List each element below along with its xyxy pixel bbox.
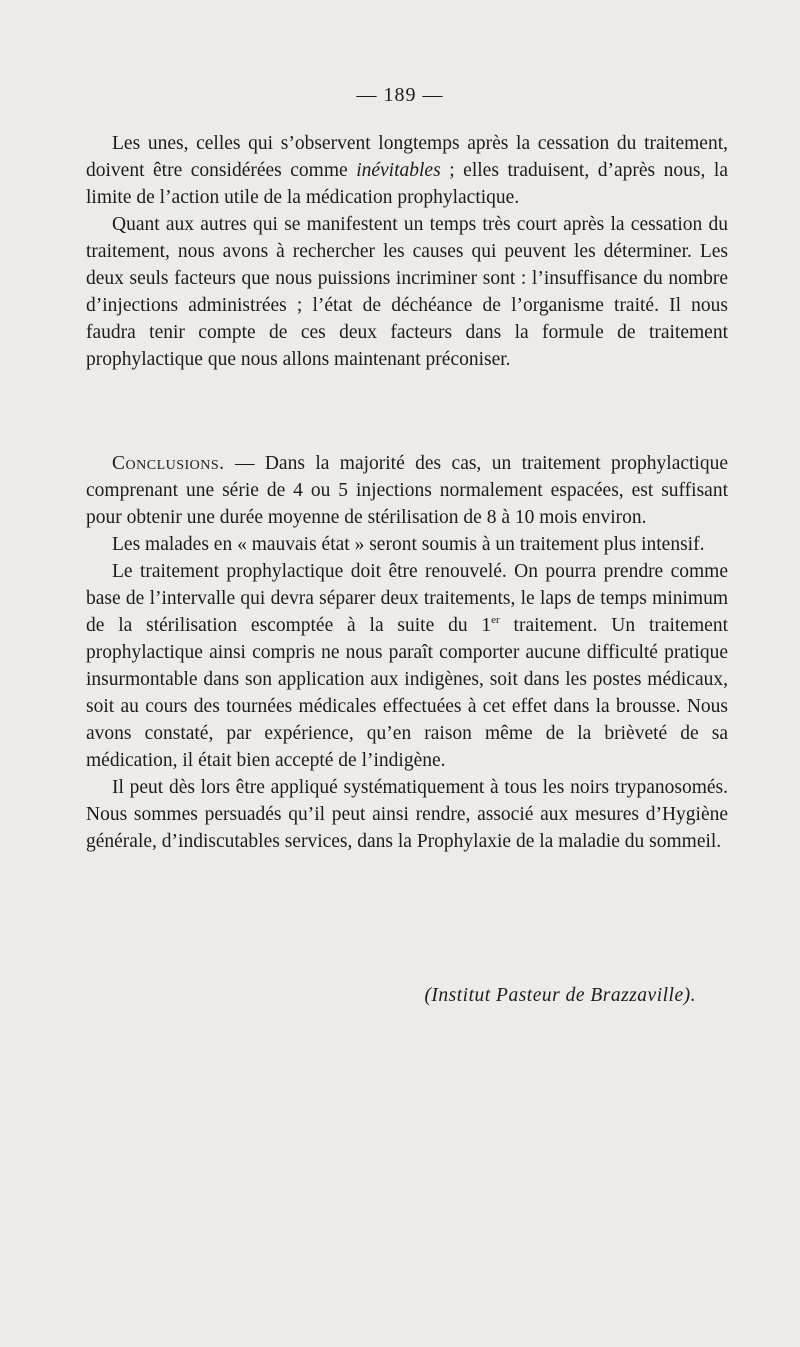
paragraph-text: Les unes, celles qui s’observent longtemps après la cessation du traitement, doivent être considérées comme bbox=[86, 133, 728, 181]
emphasis-text: inévitables bbox=[356, 160, 441, 181]
paragraph: Quant aux autres qui se manifestent un temps très court après la cessation du traitement, nous avons à rechercher les causes qui peuvent les déterminer. Les deux seuls facteurs que nous puissions incriminer sont : l’insuffisance du nombre d’injections administrées ; l’état de déchéance de l’organisme traité. Il nous faudra tenir compte de ces deux facteurs dans la formule de traitement prophylactique que nous allons maintenant préconiser. bbox=[86, 214, 728, 370]
page-number: — 189 — bbox=[356, 84, 444, 106]
paragraph-text: — Dans la majorité des cas, un traitement prophylactique comprenant une série de 4 ou 5 injections normalement espacées, est suffisant pour obtenir une durée moyenne de stérilisation de 8 à 10 mois environ. bbox=[86, 453, 728, 528]
paragraph bbox=[86, 558, 728, 774]
credit-line: (Institut Pasteur de Brazzaville). bbox=[424, 985, 696, 1006]
paragraph-text: ; elles traduisent, d’après nous, la limite de l’action utile de la médication prophylactique. bbox=[86, 160, 728, 208]
paragraph: Il peut dès lors être appliqué systématiquement à tous les noirs trypanosomés. Nous sommes persuadés qu’il peut ainsi rendre, associé aux mesures d’Hygiène générale, d’indiscutables services, dans la Prophylaxie de la maladie du sommeil. bbox=[86, 777, 728, 852]
text-block-top bbox=[86, 130, 728, 373]
paragraph-text: traitement. Un traitement prophylactique ainsi compris ne nous paraît comporter aucune difficulté pratique insurmontable dans son application aux indigènes, soit dans les postes médicaux, soit au cours des tournées médicales effectuées à cet effet dans la brousse. Nous avons constaté, par expérience, qu’en raison même de la brièveté de sa médication, il était bien accepté de l’indigène. bbox=[86, 615, 728, 771]
paragraph: Les malades en « mauvais état » seront soumis à un traitement plus intensif. bbox=[112, 534, 705, 555]
conclusions-section bbox=[86, 450, 728, 855]
paragraph bbox=[86, 450, 728, 531]
superscript: er bbox=[491, 614, 500, 626]
paragraph bbox=[86, 130, 728, 211]
paragraph-text: Le traitement prophylactique doit être renouvelé. On pourra prendre comme base de l’intervalle qui devra séparer deux traitements, le laps de temps minimum de la stérilisation escomptée à la suite du 1 bbox=[86, 561, 728, 636]
section-heading: Conclusions. bbox=[112, 453, 225, 474]
